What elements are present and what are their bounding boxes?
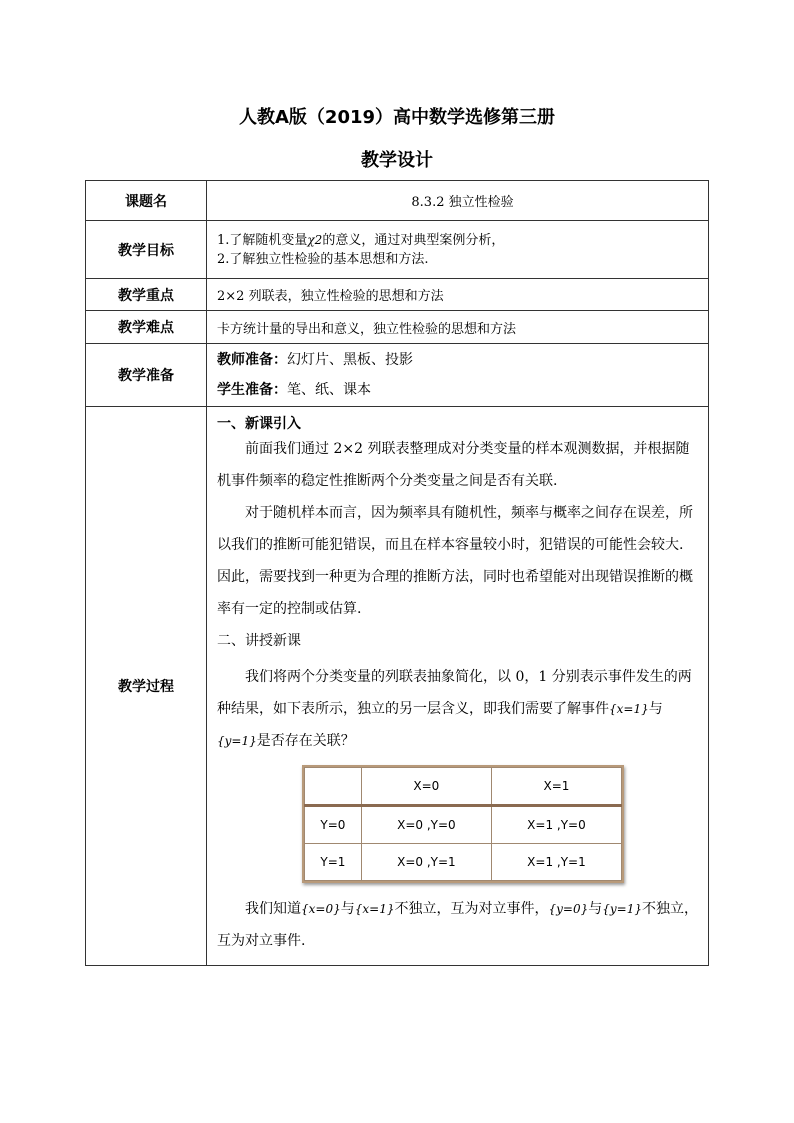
label-goals: 教学目标 [86, 221, 207, 279]
goal-line-1: 1.了解随机变量χ2的意义，通过对典型案例分析， [217, 232, 505, 248]
para-intro-2: 对于随机样本而言，因为频率具有随机性，频率与概率之间存在误差，所以我们的推断可能犯错误，而且在样本容量较小时，犯错误的可能性会较大. 因此，需要找到一种更为合理的推断方法，同时也希望能对出现错误推断的概率有一定的控制或估算. [217, 505, 693, 617]
row-goals [86, 221, 709, 279]
doc-subtitle: 教学设计 [361, 150, 433, 171]
teacher-prep: 教师准备：幻灯片、黑板、投影 [217, 352, 413, 368]
label-topic: 课题名 [86, 181, 207, 221]
contingency-row: Y=0 X=0 ,Y=0 X=1 ,Y=0 [305, 806, 622, 844]
row-key [86, 279, 709, 311]
prep-value [207, 344, 709, 407]
row-topic [86, 181, 709, 221]
para-new-2: 我们知道{x=0}与{x=1}不独立，互为对立事件，{y=0}与{y=1}不独立，互为对立事件. [217, 901, 698, 949]
difficult-value: 卡方统计量的导出和意义，独立性检验的思想和方法 [207, 311, 709, 344]
row-prep [86, 344, 709, 407]
contingency-header-row: X=0 X=1 [305, 768, 622, 806]
section-new-heading: 二、讲授新课 [217, 633, 301, 649]
contingency-table [304, 767, 622, 881]
contingency-row: Y=1 X=0 ,Y=1 X=1 ,Y=1 [305, 844, 622, 881]
goal-line-2: 2.了解独立性检验的基本思想和方法. [217, 251, 429, 267]
goals-value [207, 221, 709, 279]
row-difficult [86, 311, 709, 344]
topic-value: 8.3.2 独立性检验 [207, 181, 709, 221]
para-new-1: 我们将两个分类变量的列联表抽象简化，以 0，1 分别表示事件发生的两种结果，如下表所示，独立的另一层含义，即我们需要了解事件{x=1}与{y=1}是否存在关联？ [217, 669, 692, 749]
label-process: 教学过程 [86, 407, 207, 966]
para-intro-1: 前面我们通过 2×2 列联表整理成对分类变量的样本观测数据，并根据随机事件频率的稳定性推断两个分类变量之间是否有关联. [217, 441, 690, 489]
chi-square-symbol: χ2 [307, 232, 323, 247]
label-key: 教学重点 [86, 279, 207, 311]
section-intro-heading: 一、新课引入 [217, 416, 301, 432]
contingency-table-image [302, 765, 624, 883]
design-table [85, 180, 709, 966]
student-prep: 学生准备：笔、纸、课本 [217, 382, 371, 398]
label-prep: 教学准备 [86, 344, 207, 407]
process-content [207, 407, 709, 966]
label-difficult: 教学难点 [86, 311, 207, 344]
row-process [86, 407, 709, 966]
doc-title: 人教A版（2019）高中数学选修第三册 [238, 107, 556, 128]
key-value: 2×2 列联表，独立性检验的思想和方法 [207, 279, 709, 311]
